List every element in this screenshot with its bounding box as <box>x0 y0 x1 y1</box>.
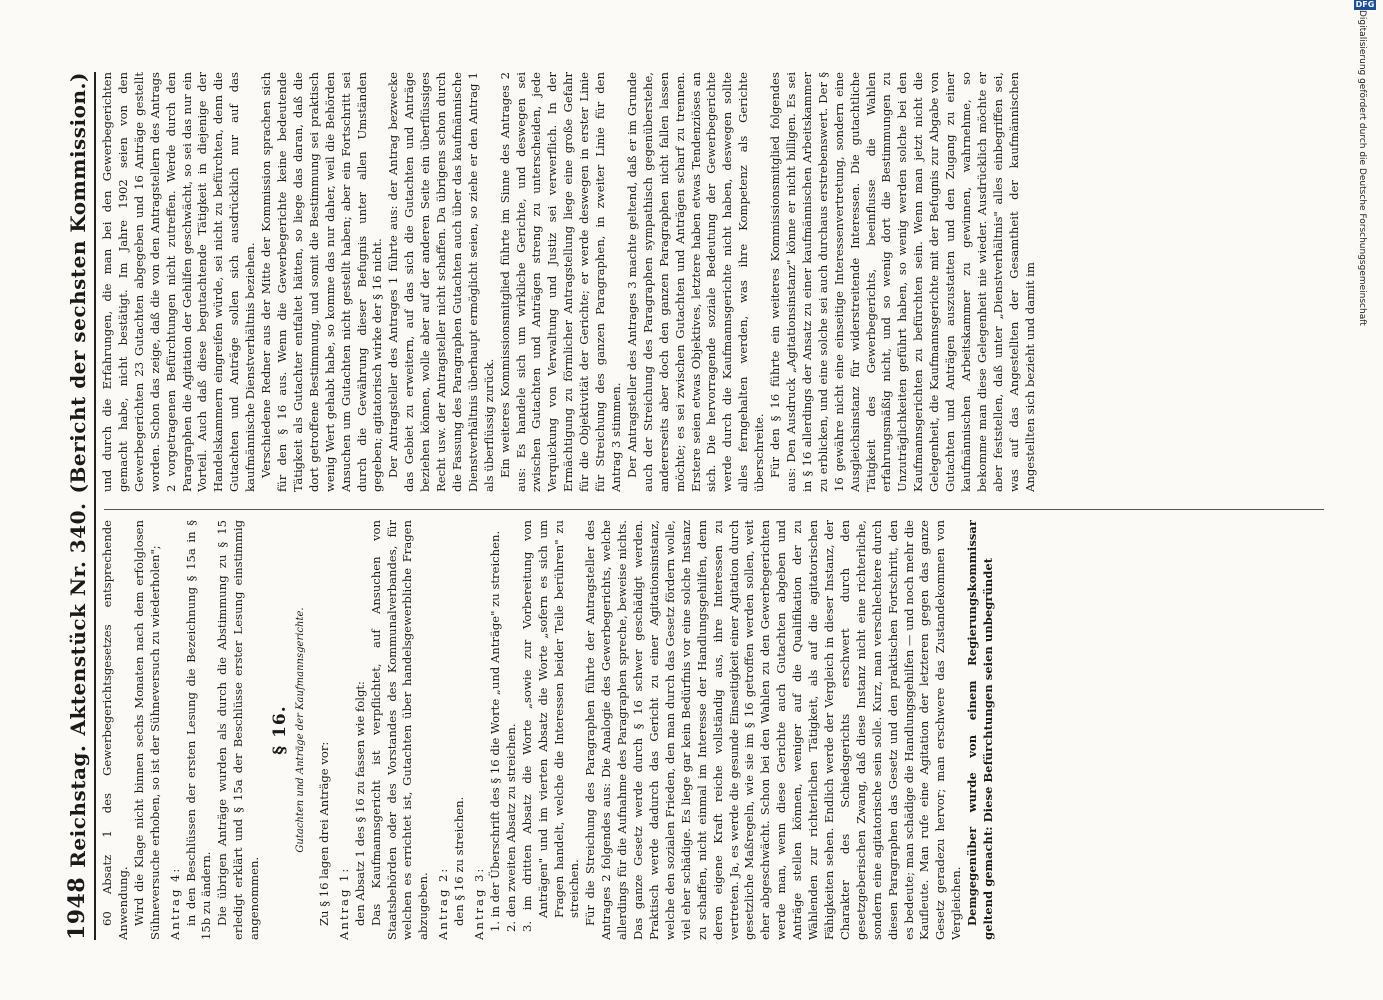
antrag-quote: Das Kaufmannsgericht ist verpflichtet, auf Ansuchen von Staatsbehörden oder des Vorstandes des Kommunalverbandes, für welchen es errichtet ist, Gutachten über handelsgewerbliche Fragen abzugeben. <box>368 520 431 940</box>
header-bericht: (Bericht der sechsten Kommission.) <box>66 72 90 494</box>
paragraph: Für die Streichung des Paragraphen führte der Antragsteller des Antrages 2 folgendes aus: Die Analogie des Gewerbegerichts, welche allerdings für die Aufnahme des Paragraphen spreche, beweise nichts. Das ganze Gesetz werde durch § 16 schwer geschädigt werden. Praktisch werde dadurch das Gericht zu einer Agitationsinstanz, welche den sozialen Frieden, den man durch das Gesetz fördern wolle, viel eher schädige. Es liege gar kein Bedürfnis vor eine solche Instanz zu schaffen, nicht einmal im Interesse der Handlungsgehilfen, denn deren eigene Kraft reiche vollständig aus, ihre Interessen zu vertreten. Ja, es werde die gesunde Einseitigkeit einer Agitation durch gesetzliche Maßregeln, wie sie im § 16 getroffen werden sollen, weit eher abgeschwächt. Schon bei den Wahlen zu den Gewerbegerichten werde man, wenn diese Gerichte auch Gutachten abgeben und Anträge stellen können, weniger auf die Qualifikation der zu Wählenden zur richterlichen Tätigkeit, als auf die agitatorischen Fähigkeiten sehen. Endlich werde der Vergleich in dieser Instanz, der Charakter des Schiedsgerichts erschwert durch den gesetzgeberischen Zwang, daß diese Instanz nicht eine richterliche, sondern eine agitatorische sein solle. Kurz, man verschlechtere durch diesen Paragraphen das Gesetz und den praktischen Fortschritt, den es bedeute; man schädige die Handlungsgehilfen — und noch mehr die Kaufleute. Man rufe eine Agitation der letzteren gegen das ganze Gesetz geradezu hervor; man erschwere das Zustandekommen von Vergleichen. <box>583 520 964 940</box>
dfg-logo: DFG <box>1355 0 1375 9</box>
header-reichstag: Reichstag. <box>66 744 90 868</box>
page-header <box>42 72 96 940</box>
header-aktenstueck: Aktenstück Nr. 340. <box>66 502 90 736</box>
left-column <box>100 520 1330 940</box>
list-item: 1. in der Überschrift des § 16 die Worte „und Anträge" zu streichen. <box>487 530 502 932</box>
paragraph: Für den § 16 führte ein weiteres Kommissionsmitglied folgendes aus: Den Ausdruck „Agitationsinstanz" könne er nicht billigen. Es sei in § 16 allerdings der Ansatz zu einer kaufmännischen Arbeitskammer zu erblicken, und eine solche sei auch durchaus erstrebenswert. Der § 16 gewähre nicht eine einseitige Interessenvertretung, sondern eine Ausgleichsinstanz für widerstreitende Interessen. Die gutachtliche Tätigkeit des Gewerbegerichts, beeinflusse die Wahlen erfahrungsmäßig nicht, und so wenig dort die Bestimmungen zu Unzuträglichkeiten geführt haben, so wenig werden solche bei den Kaufmannsgerichten zu befürchten sein. Wenn man jetzt nicht die Gelegenheit, die Kaufmannsgerichte mit der Befugnis zur Abgabe von Gutachten und Anträgen auszustatten und den Zugang zu einer kaufmännischen Arbeitskammer zu gewinnen, wahrnehme, so bekomme man diese Gelegenheit nie wieder. Ausdrücklich möchte er aber feststellen, daß unter „Dienstverhältnis" alles einbegriffen sei, was auf das Angestellten der Gesamtheit der kaufmännischen Angestellten sich bezieht und damit im <box>768 72 1037 492</box>
antrag-label: Antrag 3: <box>472 866 487 940</box>
paragraph: 60 Absatz 1 des Gewerbegerichtsgesetzes entsprechende Anwendung. <box>100 520 130 940</box>
list-item: 2. den zweiten Absatz zu streichen. <box>503 723 518 932</box>
paragraph: Zu § 16 lagen drei Anträge vor: <box>316 741 331 926</box>
section-subtitle: Gutachten und Anträge der Kaufmannsgerichte. <box>294 607 306 853</box>
paragraph: Der Antragsteller des Antrages 3 machte geltend, daß er im Grunde auch der Streichung des Paragraphen sympathisch gegenüberstehe, andererseits aber doch den ganzen Paragraphen nicht fallen lassen möchte; es sei zwischen Gutachten und Anträgen scharf zu trennen. Erstere seien etwas Objektives, letztere haben etwas Tendenziöses an sich. Die hervorragende soziale Bedeutung der Gewerbegerichte werde durch die Kaufmannsgerichte nicht haben, deswegen sollte alles ferngehalten werden, was ihre Kompetenz als Gerichte überschreite. <box>624 72 767 492</box>
right-column <box>100 72 1330 492</box>
paragraph: Die übrigen Anträge wurden als durch die Abstimmung zu § 15 erledigt erklärt und § 15a der Beschlüsse erster Lesung einstimmig angenommen. <box>215 520 262 940</box>
digitization-note <box>1352 0 1382 1000</box>
paragraph: Der Antragsteller des Antrages 1 führte aus: der Antrag bezwecke das Gebiet zu erweitern, auf das sich die Gutachten und Anträge beziehen können, wolle aber auf der anderen Seite ein überflüssiges Recht usw. der Antragsteller nicht schaffen. Da übrigens schon durch die Fassung des Paragraphen Gutachten auch über das kaufmännische Dienstverhältnis überhaupt ermöglicht seien, so ziehe er den Antrag 1 als überflüssig zurück. <box>386 72 496 492</box>
section-title: § 16. <box>270 705 291 755</box>
paragraph: Wird die Klage nicht binnen sechs Monaten nach dem erfolglosen Sühneversuche erhoben, so ist der Sühneversuch zu wiederholen"; <box>131 520 162 940</box>
antrag-label: Antrag 1: <box>336 866 351 940</box>
antrag-label: Antrag 2: <box>436 866 451 940</box>
page-number: 1948 <box>64 876 90 940</box>
paragraph: Verschiedene Redner aus der Mitte der Kommission sprachen sich für den § 16 aus. Wenn die Gewerbegerichte keine bedeutende Tätigkeit als Gutachter entfaltet hätten, so liege das daran, daß die dort getroffene Bestimmung, und somit die Bestimmung sei praktisch wenig Wert gehabt habe, so komme das nur daher, weil die Behörden Ansuchen um Gutachten nicht gestellt haben; aber ein Fortschritt sei durch die Gewährung dieser Befugnis unter allen Umständen gegeben; agitatorisch wirke der § 16 nicht. <box>259 72 385 492</box>
antrag-text: den § 16 zu streichen. <box>452 796 467 926</box>
antrag-text: den Absatz 1 des § 16 zu fassen wie folgt: <box>352 681 367 926</box>
paragraph: und durch die Erfahrungen, die man bei den Gewerbegerichten gemacht habe, nicht bestätigt. Im Jahre 1902 seien von den Gewerbegerichten 23 Gutachten abgegeben und 16 Anträge gestellt worden. Schon das zeige, daß die von den Antragstellern des Antrags 2 vorgetragenen Befürchtungen nicht zutreffen. Werde durch den Paragraphen die Agitation der Gehilfen geschwächt, so sei das nur ein Vorteil. Auch daß diese begutachtende Tätigkeit in diejenige der Handelskammern eingreifen würde, sei nicht zu befürchten, denn die Gutachten und Anträge sollen sich ausdrücklich nur auf das kaufmännische Dienstverhältnis beziehen. <box>100 72 258 492</box>
column-divider <box>104 509 1324 510</box>
list-item: 3. im dritten Absatz die Worte „sowie zur Vorbereitung von Anträgen" und im vierten Absatz die Worte „sofern es sich um Fragen handelt, welche die Interessen beider Teile berühren" zu streichen. <box>519 520 582 932</box>
antrag-label: Antrag 4: <box>167 866 182 940</box>
digitization-credit: Digitalisierung gefördert durch die Deutsche Forschungsgemeinschaft <box>1357 10 1367 326</box>
paragraph: Ein weiteres Kommissionsmitglied führte im Sinne des Antrages 2 aus: Es handele sich um wirkliche Gerichte, und deswegen sei zwischen Gutachten und Anträgen streng zu unterscheiden, jede Verquickung von Verwaltung und Justiz sei verwerflich. In der Ermächtigung zu förmlicher Antragstellung liege eine große Gefahr für die Objektivität der Gerichte; er werde deswegen in erster Linie für Streichung des ganzen Paragraphen, in zweiter Linie für den Antrag 3 stimmen. <box>497 72 623 492</box>
paragraph: Demgegenüber wurde von einem Regierungskommissar geltend gemacht: Diese Befürchtungen seien unbegründet <box>965 520 996 940</box>
antrag-text: in den Beschlüssen der ersten Lesung die Bezeichnung § 15a in § 15b zu ändern. <box>183 520 214 940</box>
